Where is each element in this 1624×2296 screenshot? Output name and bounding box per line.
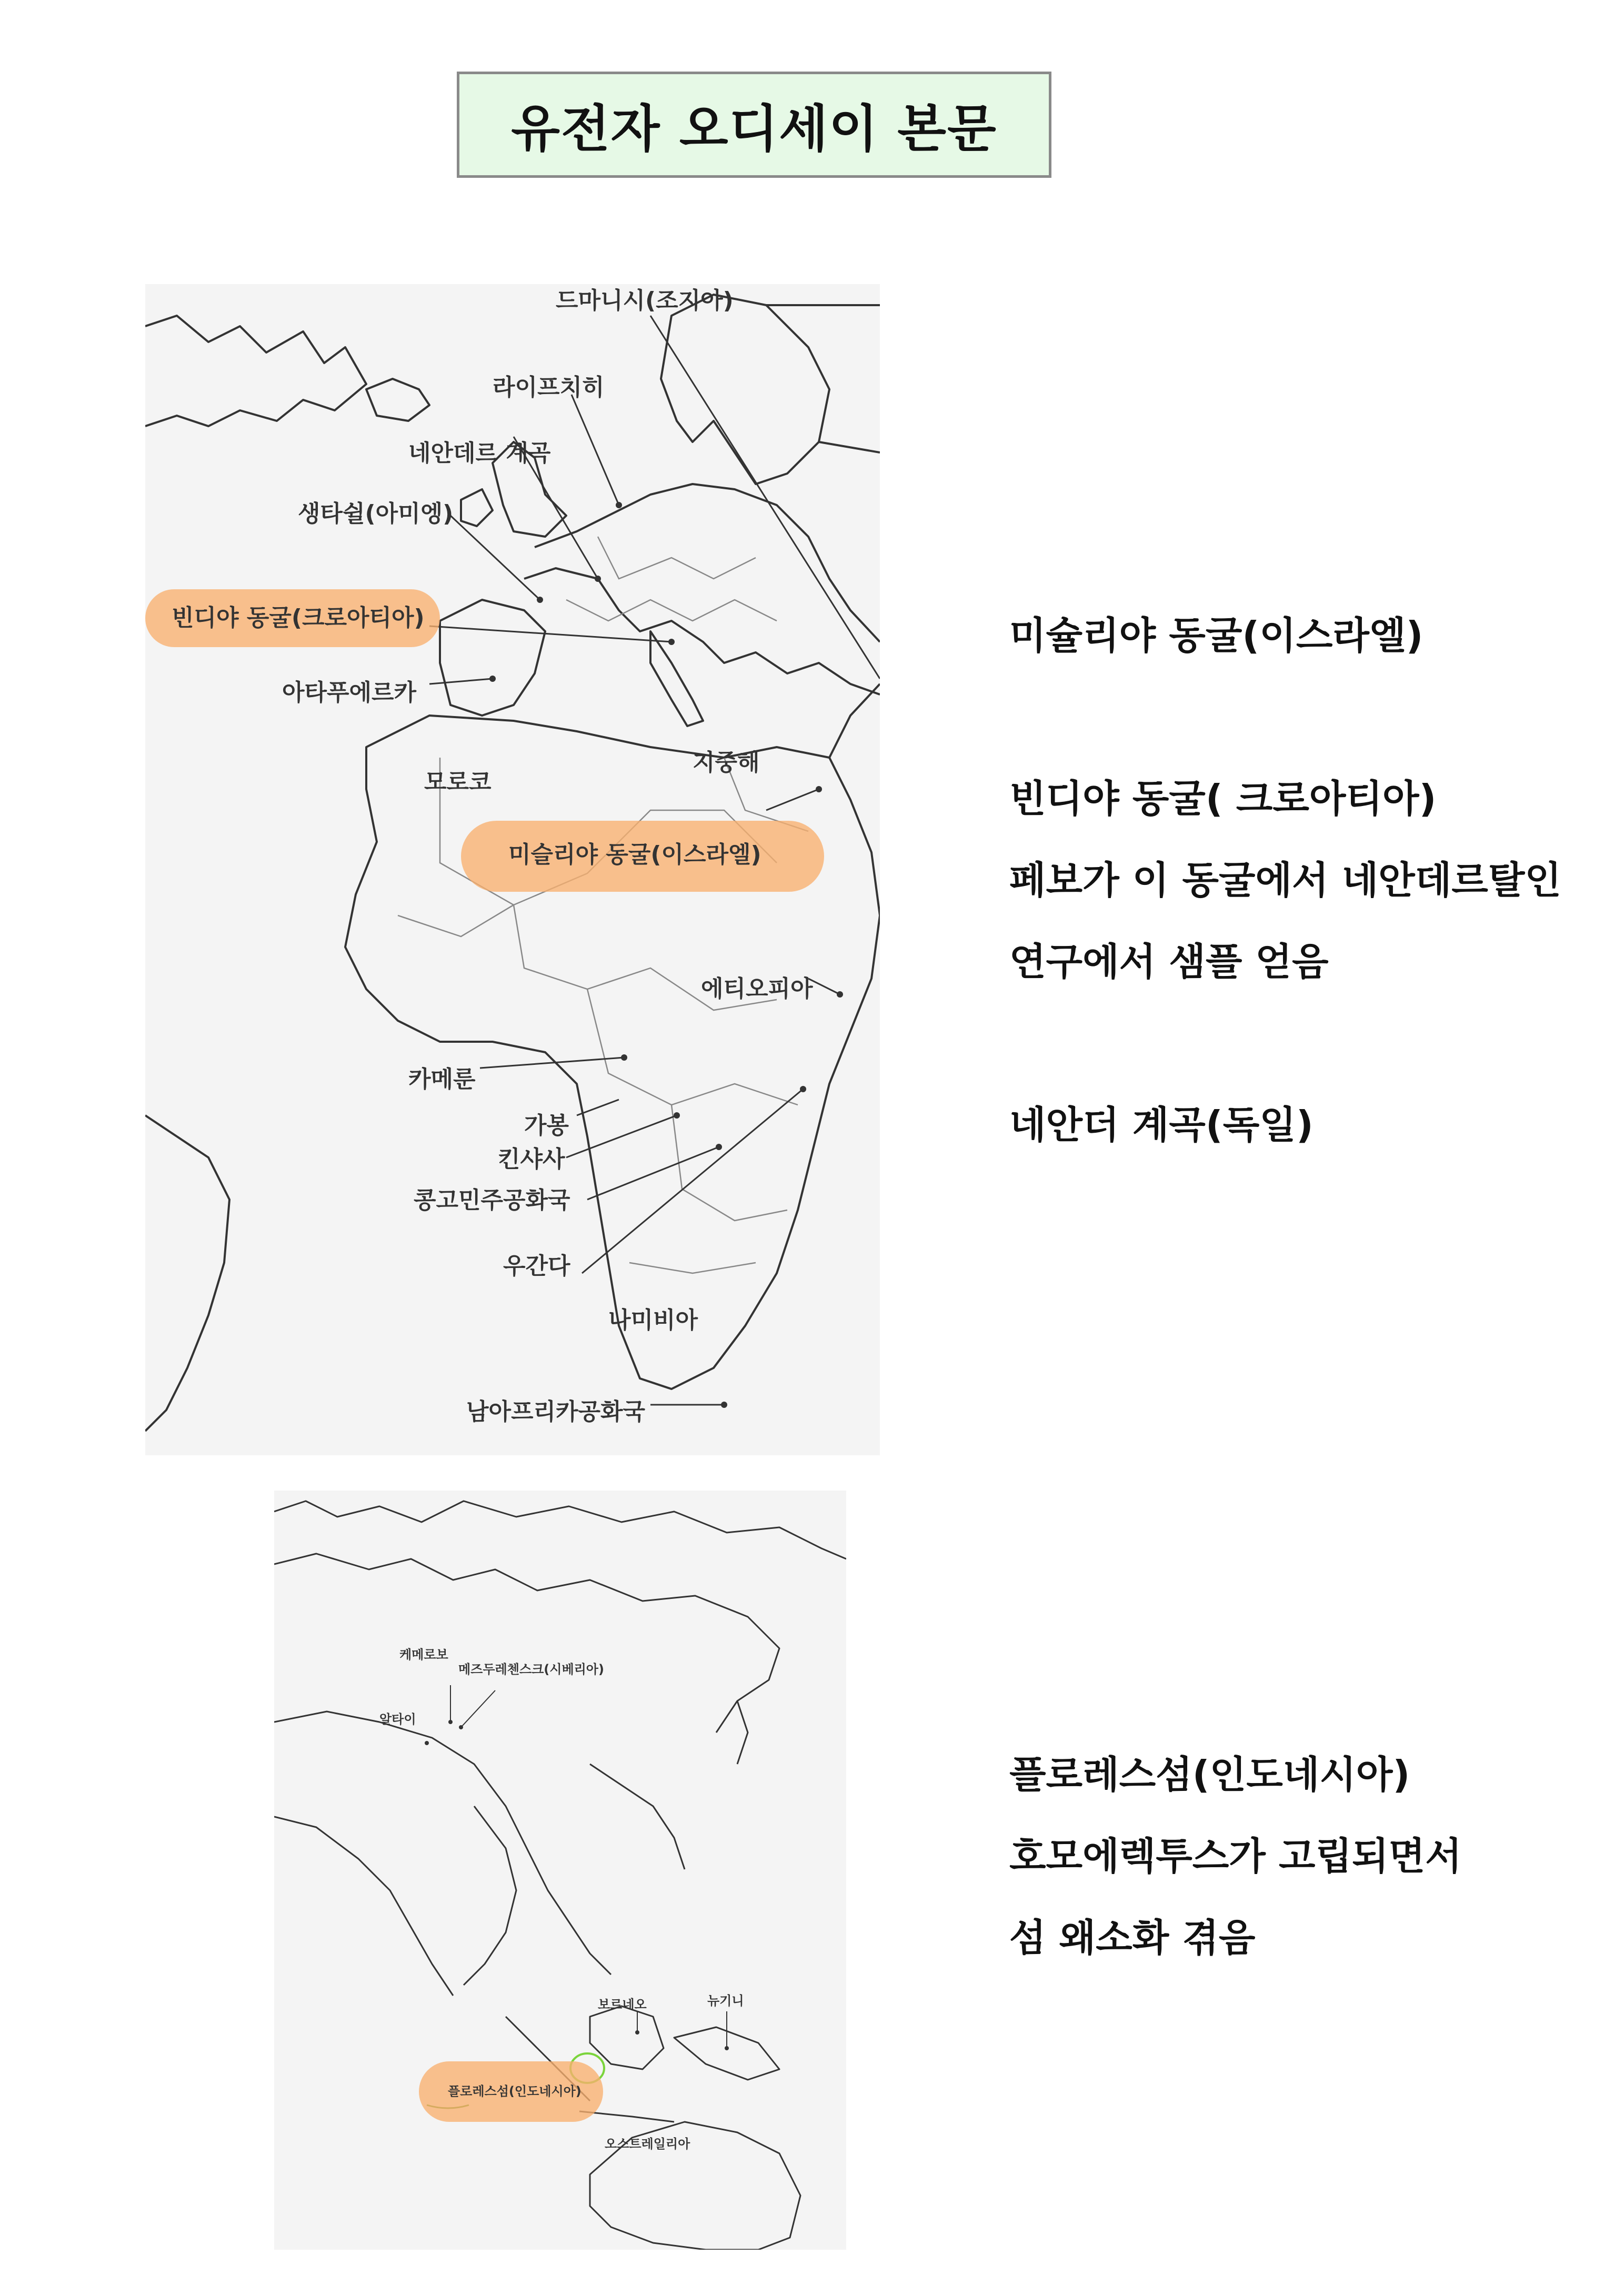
note-neander: 네안더 계곡(독일) bbox=[1009, 1103, 1314, 1147]
europe-africa-map bbox=[145, 284, 880, 1455]
note-sample: 연구에서 샘플 얻음 bbox=[1009, 940, 1329, 984]
label-drc: 콩고민주공화국 bbox=[414, 1187, 570, 1214]
label-atapuerca: 아타푸에르카 bbox=[282, 679, 417, 706]
title-box bbox=[457, 72, 1051, 178]
label-australia: 오스트레일리아 bbox=[605, 2137, 690, 2151]
asia-oceania-map bbox=[274, 1491, 846, 2250]
note-vindija: 빈디야 동굴( 크로아티아) bbox=[1009, 777, 1437, 821]
label-neander: 네안데르 계곡 bbox=[408, 440, 551, 467]
label-cameroon: 카메룬 bbox=[408, 1066, 476, 1093]
label-morocco: 모로코 bbox=[424, 769, 492, 795]
note-dwarf: 섬 왜소화 겪음 bbox=[1009, 1916, 1256, 1960]
page-title: 유전자 오디세이 본문 bbox=[511, 99, 997, 158]
label-altai: 알타이 bbox=[379, 1712, 416, 1727]
label-leipzig: 라이프치히 bbox=[493, 374, 605, 401]
label-namibia: 나미비아 bbox=[608, 1307, 698, 1334]
label-new-guinea: 뉴기니 bbox=[707, 1993, 744, 2008]
label-mediterranean: 지중해 bbox=[693, 749, 760, 776]
label-misliya: 미슬리야 동굴(이스라엘) bbox=[508, 841, 761, 868]
label-kinshasa: 킨샤사 bbox=[498, 1146, 565, 1173]
label-uganda: 우간다 bbox=[503, 1253, 570, 1280]
note-erectus: 호모에렉투스가 고립되면서 bbox=[1009, 1834, 1462, 1878]
label-south-africa: 남아프리카공화국 bbox=[466, 1398, 646, 1425]
note-flores: 플로레스섬(인도네시아) bbox=[1009, 1753, 1410, 1797]
label-ethiopia: 에티오피아 bbox=[701, 975, 813, 1002]
label-mezhdurechensk: 메즈두레첸스크(시베리아) bbox=[458, 1662, 604, 1677]
label-flores: 플로레스섬(인도네시아) bbox=[448, 2084, 582, 2099]
note-pabo: 페보가 이 동굴에서 네안데르탈인 bbox=[1009, 858, 1561, 902]
label-gabon: 가봉 bbox=[524, 1112, 569, 1139]
note-misliya: 미슐리야 동굴(이스라엘) bbox=[1009, 613, 1423, 658]
label-borneo: 보르네오 bbox=[598, 1997, 647, 2012]
label-kemerovo: 케메로보 bbox=[399, 1647, 448, 1662]
label-vindija: 빈디야 동굴(크로아티아) bbox=[172, 605, 425, 631]
label-dmanisi: 드마니시(조지아) bbox=[556, 287, 734, 314]
asia-oceania-map-outline bbox=[274, 1491, 846, 2250]
label-saint-cesaire: 생타쉴(아미엥) bbox=[298, 500, 454, 527]
